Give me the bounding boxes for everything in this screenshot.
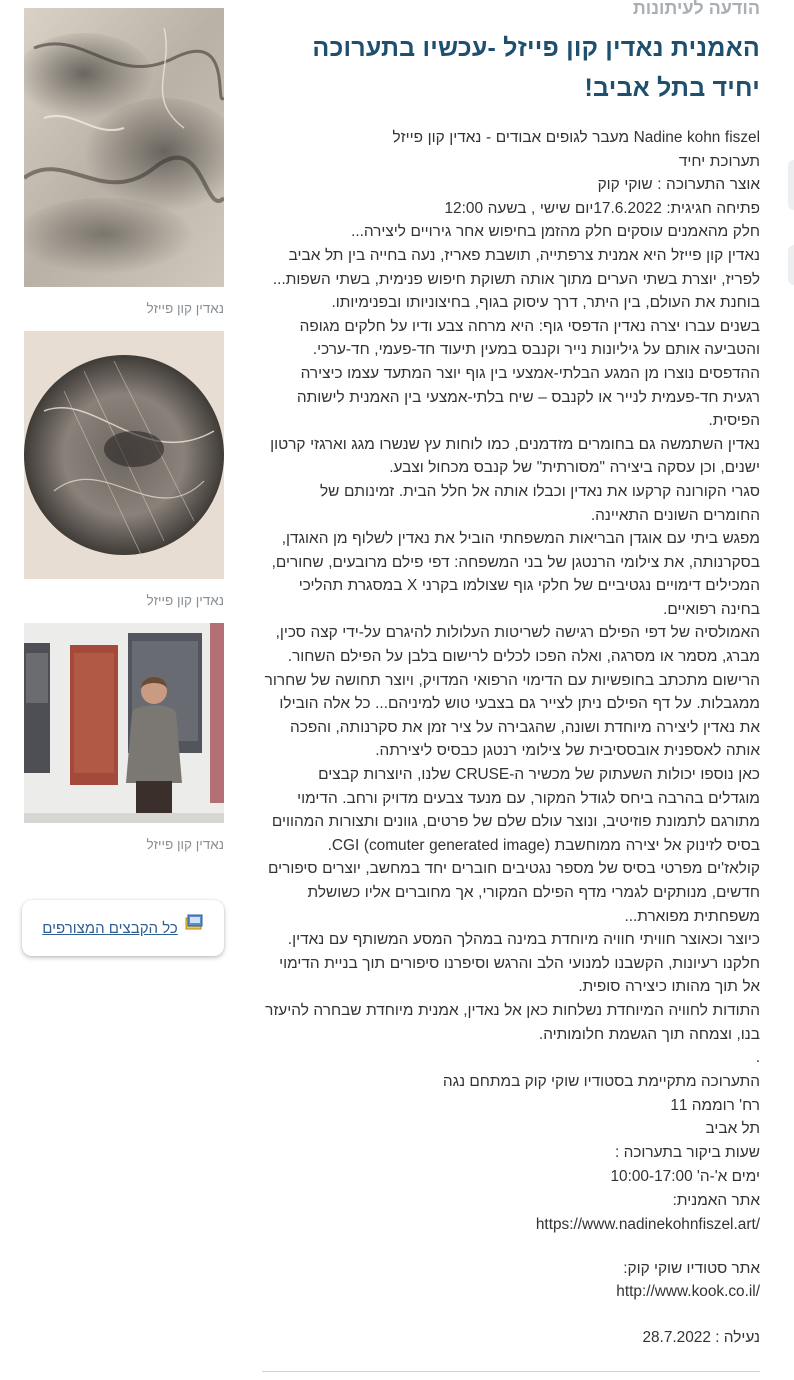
paragraph: נאדין קון פייזל היא אמנית צרפתייה, תושבת פאריז, נעה בחייה בין תל אביב לפריז, יוצרת בשתי הערים מתוך אותה תשוקת חיפוש פנימית, בשתי השפות... בוחנת את העולם, בין היתר, דרך עיסוק בגוף, בחיצוניותו ובפנימיותו. (272, 246, 760, 312)
studio-site-label: אתר סטודיו שוקי קוק: (623, 1259, 760, 1277)
city-text: תל אביב (705, 1120, 760, 1138)
artist-site-label: אתר האמנית: (672, 1191, 760, 1209)
paragraph: הרישום מתכתב בחופשיות עם הדימוי הרפואי המדויק, ויוצר תחושה של שחרור ממגבלות. על דף הפילם ניתן לצייר גם בצבעי טוש למיניהם... כל אלה הובילו את נאדין ליצירה מיוחדת ושונה, שהגבירה על ציר זמן את סקרנותה, והפכה אותה לאספנית אובססיבית של צילומי רנטגן כבסיס ליצירתה. (264, 671, 760, 760)
paragraph: אוצר התערוכה : שוקי קוק (597, 176, 760, 194)
image-gallery (24, 8, 224, 857)
artist-photo[interactable] (24, 623, 224, 823)
paragraph: חלק מהאמנים עוסקים חלק מהזמן בחיפוש אחר גירויים ליצירה... (351, 223, 760, 241)
paragraph: פתיחה חגיגית: 17.6.2022יום שישי , בשעה 12:00 (444, 199, 760, 217)
hours-label: שעות ביקור בתערוכה : (615, 1144, 760, 1162)
page-edge (788, 0, 794, 1380)
venue-text: התערוכה מתקיימת בסטודיו שוקי קוק במתחם נגה (442, 1072, 760, 1090)
attached-files-button[interactable] (22, 900, 224, 956)
paragraph: בשנים עברו יצרה נאדין הדפסי גוף: היא מרחה צבע ודיו על חלקים מגופה והטביעה אותם על גיליונות נייר וקנבס במעין תיעוד חד-פעמי, חד-ערכי. (299, 317, 760, 359)
paragraph: ההדפסים נוצרו מן המגע הבלתי-אמצעי בין גוף יוצר המתעד עצמו כיצירה רגעית חד-פעמית לנייר או לקנבס – שיח בלתי-אמצעי בין האמנית לישותה הפיסית. (296, 364, 760, 430)
image-caption-3: נאדין קון פייזל (146, 837, 224, 852)
image-caption-2: נאדין קון פייזל (146, 593, 224, 608)
paragraph: התודות לחוויה המיוחדת נשלחות כאן אל נאדין, אמנית מיוחדת שבחרה להיעזר בנו, וצמחה תוך הגשמת חלומותיה. (265, 1001, 760, 1043)
hours-text: ימים א'-ה' 10:00-17:00 (610, 1167, 760, 1185)
article-title: האמנית נאדין קון פייזל -עכשיו בתערוכה יחיד בתל אביב! (312, 34, 760, 102)
paragraph: תערוכת יחיד (678, 152, 760, 170)
paragraph: סגרי הקורונה קרקעו את נאדין וכבלו אותה אל חלל הבית. זמינותם של החומרים השונים התאיינה. (320, 482, 760, 524)
studio-site-link[interactable]: http://www.kook.co.il/ (616, 1283, 760, 1301)
paragraph: מפגש ביתי עם אוגדן הבריאות המשפחתי הוביל את נאדין לשלוף מן האוגדן, בסקרנותה, את צילומי הרנטגן של בני המשפחה: דפי פילם מרובעים, שחורים, המכילים דימויים נגטיביים של חלקי גוף שצולמו בקרני X במסגרת תהליכי בחינה רפואיים. (271, 530, 760, 618)
closing-date: נעילה : 28.7.2022 (642, 1329, 760, 1347)
section-kicker: הודעה לעיתונות (632, 0, 760, 16)
paragraph: כיוצר וכאוצר חוויתי חוויה מיוחדת במינה במהלך המסע המשותף עם נאדין. חלקנו רעיונות, הקשבנו למנועי הלב והרגש וסיפרנו סיפורים תוך בניית הדימוי אל תוך מהותו כיצירה סופית. (279, 931, 760, 996)
article-body (262, 126, 760, 1070)
artwork-image-2[interactable] (24, 331, 224, 579)
paragraph: האמולסיה של דפי הפילם רגישה לשריטות העלולות להיגרם על-ידי קצה סכין, מברג, מסמר או מסרגה, ואלה הפכו לכלים לרישום בלבן על הפילם השחור. (275, 624, 760, 666)
paragraph: . (755, 1049, 760, 1067)
paragraph: Nadine kohn fiszel מעבר לגופים אבודים - נאדין קון פייזל (392, 129, 760, 146)
divider (262, 1371, 760, 1372)
street-text: רח' רוממה 11 (670, 1096, 760, 1114)
paragraph: קולאז'ים מפרטי בסיס של מספר נגטיבים חוברים יחד במחשב, יוצרים סיפורים חדשים, מנותקים לגמרי מדף הפילם המקורי, אך מחוברים אליו כשושלת משפחתית מפוארת... (268, 860, 760, 925)
artist-site-link[interactable]: https://www.nadinekohnfiszel.art/ (535, 1215, 760, 1233)
artwork-image-1[interactable] (24, 8, 224, 287)
exhibition-info (262, 1070, 760, 1350)
paragraph: כאן נוספו יכולות השעתוק של מכשיר ה-CRUSE שלנו, היוצרות קבצים מוגדלים בהרבה ביחס לגודל המקור, עם מנעד צבעים מדויק ורחב. הדימוי מתורגם לתמונת פוזיטיב, ונוצר עולם שלם של פרטים, גוונים ותצורות המהווים בסיס לזינוק אל יצירה ממוחשבת CGI (comuter generated image). (271, 766, 760, 854)
attached-files-link[interactable]: כל הקבצים המצורפים (42, 919, 178, 937)
attachments-icon (184, 914, 204, 932)
press-release-article (262, 0, 760, 1350)
paragraph: נאדין השתמשה גם בחומרים מזדמנים, כמו לוחות עץ שנשרו מגג וארגזי קרטון ישנים, וכן עסקה ביצירה "מסורתית" של קנבס מכחול וצבע. (270, 435, 760, 477)
image-caption-1: נאדין קון פייזל (146, 301, 224, 316)
